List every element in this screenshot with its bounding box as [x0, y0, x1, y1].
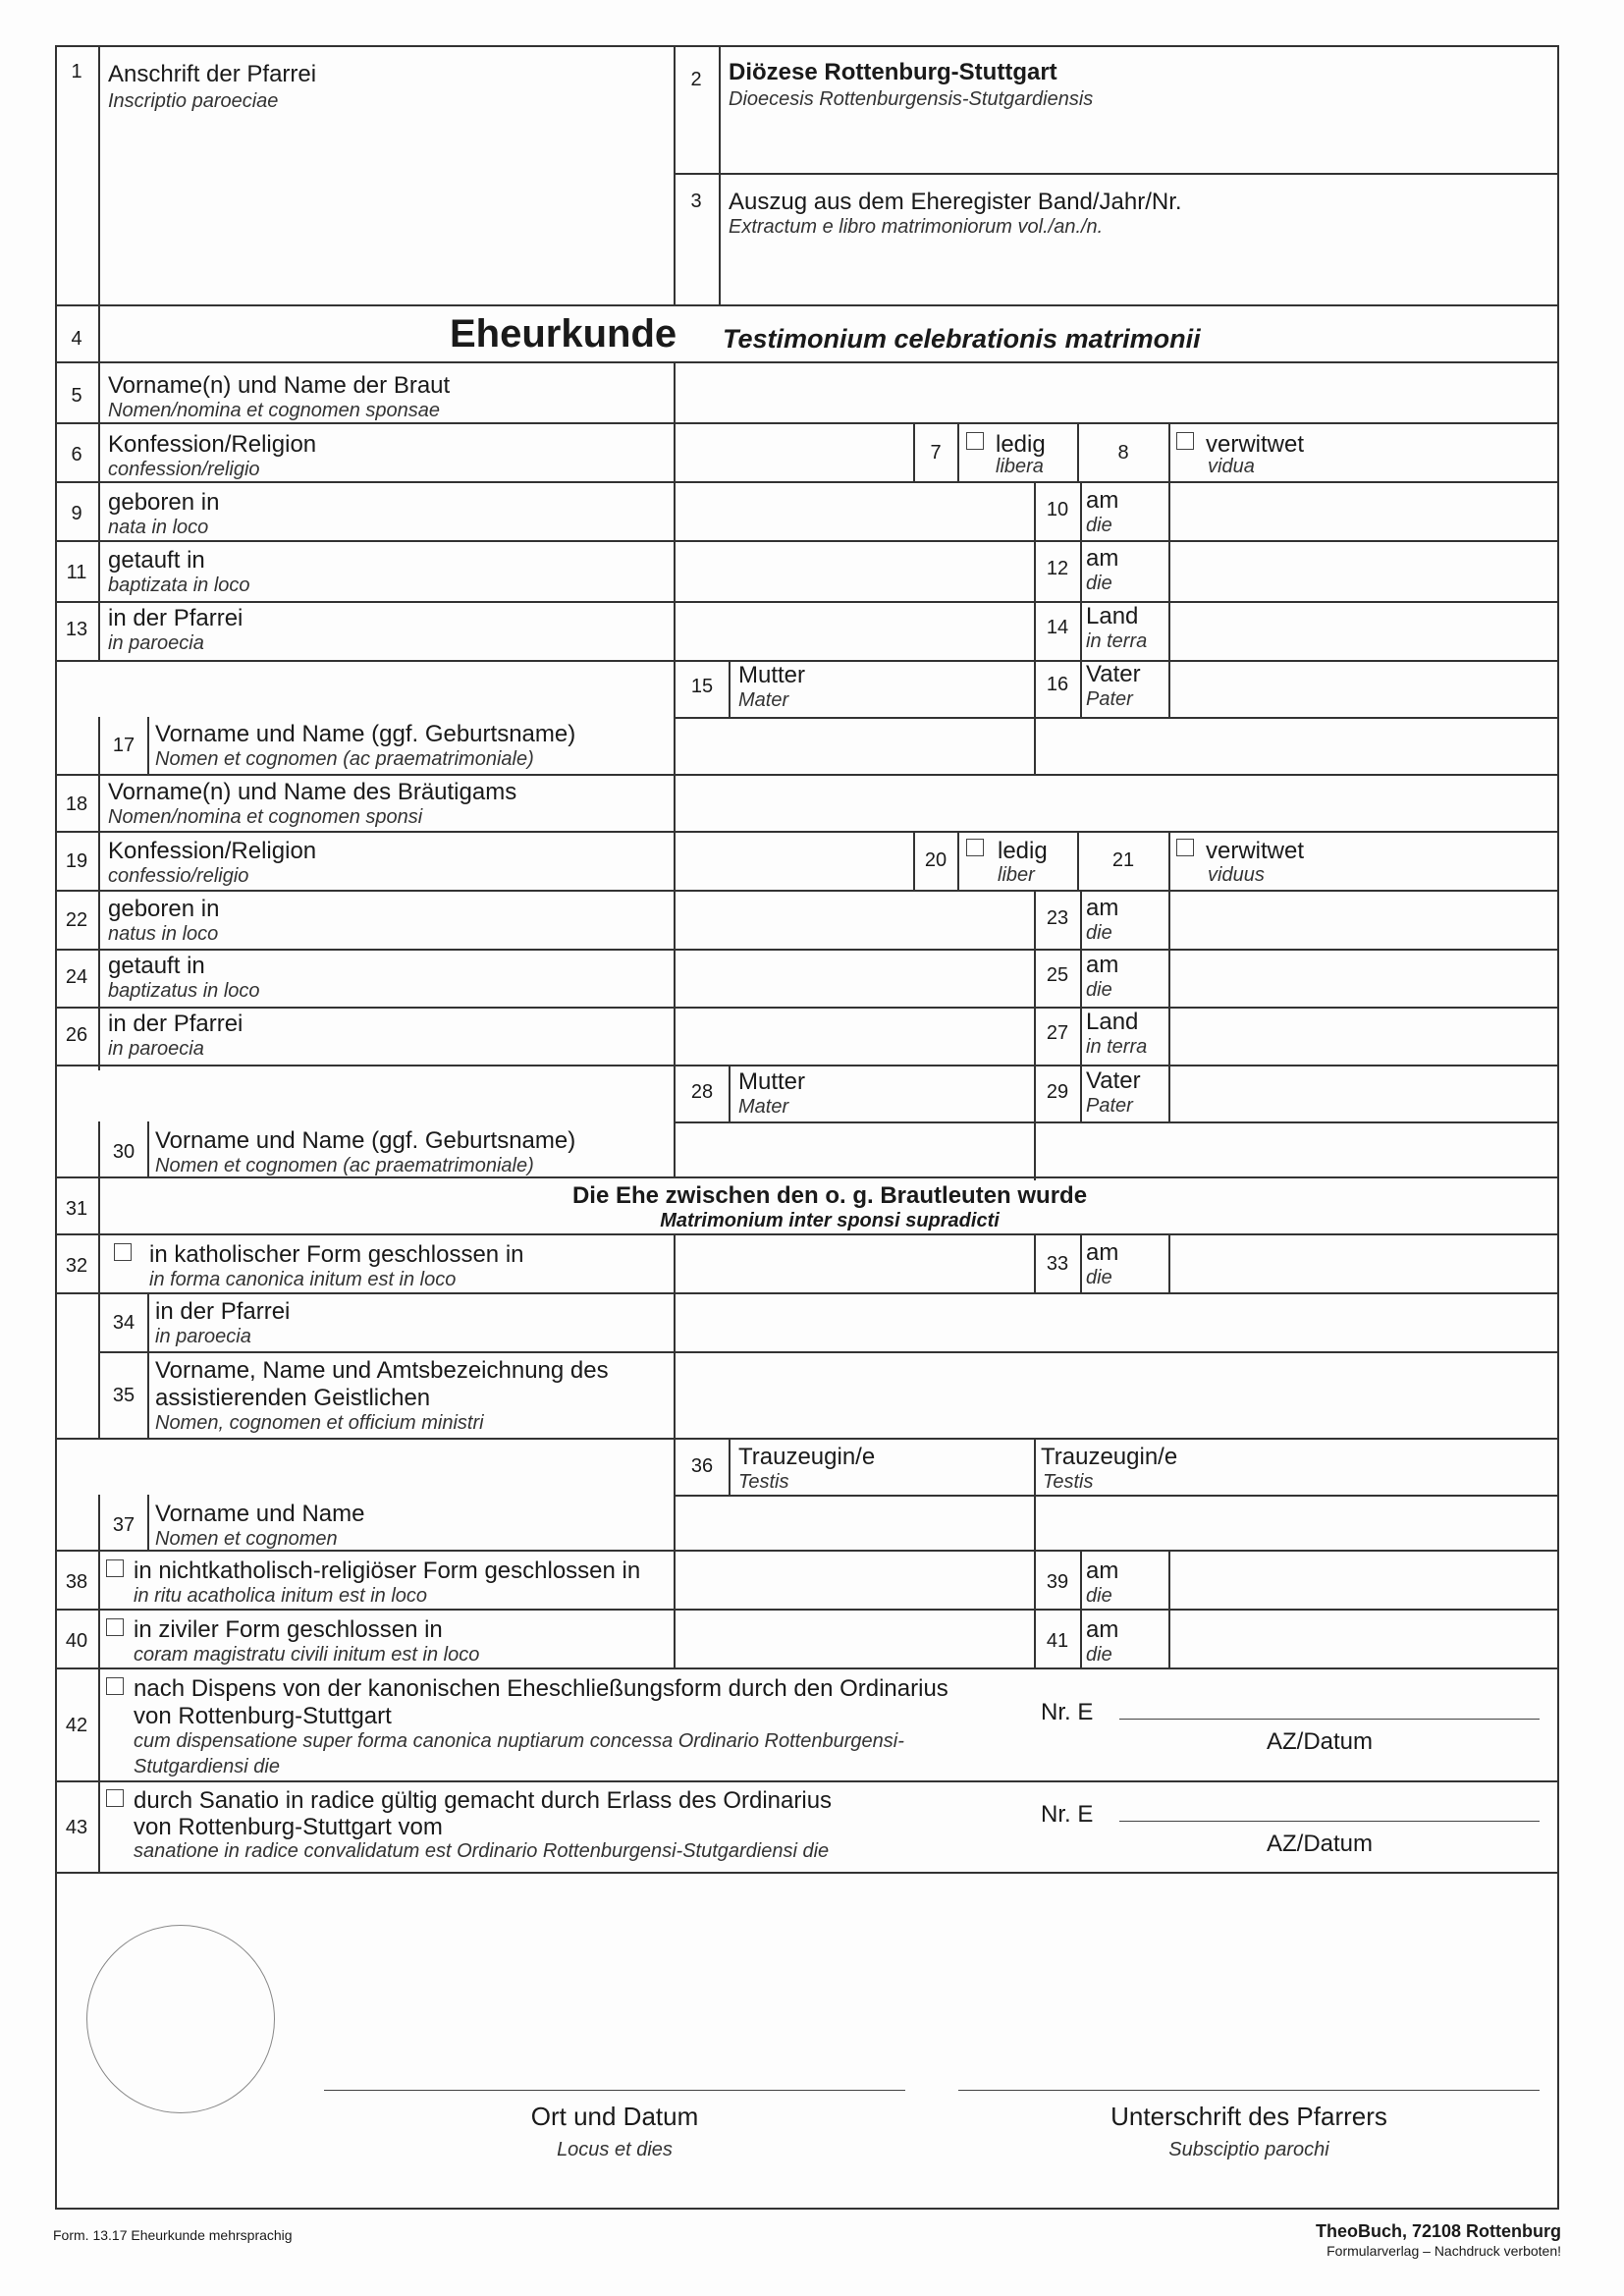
marriage-section-heading: Die Ehe zwischen den o. g. Brautleuten wurde [571, 1182, 1088, 1209]
catholic-form-date-input[interactable] [1172, 1235, 1557, 1290]
groom-widowed-label-latin: viduus [1208, 864, 1265, 886]
field-number-26: 26 [65, 1024, 88, 1046]
groom-baptism-place-label: getauft in [108, 953, 205, 979]
civil-form-date-input[interactable] [1172, 1611, 1557, 1666]
bride-parents-name-label: Vorname und Name (ggf. Geburtsname) [155, 721, 576, 747]
groom-country-input[interactable] [1172, 1009, 1557, 1063]
bride-baptism-date-input[interactable] [1172, 542, 1557, 599]
groom-religion-input[interactable] [677, 833, 911, 888]
form-number: Form. 13.17 Eheurkunde mehrsprachig [53, 2227, 293, 2243]
field-number-23: 23 [1046, 907, 1069, 929]
groom-birthdate-input[interactable] [1172, 892, 1557, 947]
diocese-name-latin: Dioecesis Rottenburgensis-Stutgardiensis [729, 88, 1094, 110]
groom-mother-label-latin: Mater [738, 1096, 789, 1118]
sanatio-label-line1: durch Sanatio in radice gültig gemacht durch Erlass des Ordinarius [134, 1787, 833, 1814]
groom-baptism-place-label-latin: baptizatus in loco [108, 980, 260, 1002]
field-number-3: 3 [690, 191, 702, 212]
bride-mother-name-input[interactable] [677, 719, 1032, 772]
non-catholic-form-place-input[interactable] [677, 1552, 1032, 1607]
bride-single-label: ledig [996, 431, 1046, 458]
dispensation-label-line1: nach Dispens von der kanonischen Eheschließungsform durch den Ordinarius [134, 1675, 948, 1702]
witness-2-label: Trauzeugin/e [1041, 1444, 1178, 1470]
bride-country-input[interactable] [1172, 603, 1557, 658]
officiant-label-line2: assistierenden Geistlichen [155, 1385, 431, 1411]
witness-2-name-input[interactable] [1036, 1497, 1557, 1548]
civil-form-date-label-latin: die [1086, 1644, 1112, 1666]
sanatio-label-line2: von Rottenburg-Stuttgart vom [134, 1814, 443, 1840]
groom-baptism-date-label: am [1086, 952, 1119, 978]
groom-parish-input[interactable] [677, 1009, 1032, 1063]
field-number-21: 21 [1111, 849, 1135, 871]
field-number-8: 8 [1117, 442, 1129, 464]
bride-father-input[interactable] [1172, 662, 1557, 715]
bride-religion-label-latin: confession/religio [108, 459, 260, 480]
field-number-34: 34 [112, 1312, 135, 1334]
bride-country-label: Land [1086, 603, 1139, 629]
field-number-31: 31 [65, 1198, 88, 1220]
signature-label-latin: Subsciptio parochi [1168, 2139, 1329, 2160]
catholic-form-date-label: am [1086, 1239, 1119, 1266]
officiant-label-line1: Vorname, Name und Amtsbezeichnung des [155, 1357, 609, 1384]
witness-name-label-latin: Nomen et cognomen [155, 1528, 338, 1550]
witness-1-label-latin: Testis [738, 1471, 789, 1493]
groom-single-checkbox[interactable] [966, 839, 984, 856]
civil-form-date-label: am [1086, 1616, 1119, 1643]
civil-form-label-latin: coram magistratu civili initum est in loco [134, 1644, 480, 1666]
field-number-7: 7 [930, 442, 942, 464]
bride-religion-input[interactable] [677, 424, 911, 479]
bride-name-label-latin: Nomen/nomina et cognomen sponsae [108, 400, 440, 421]
bride-parish-input[interactable] [677, 603, 1032, 658]
bride-birthdate-label-latin: die [1086, 515, 1112, 536]
witness-1-name-input[interactable] [677, 1497, 1032, 1548]
field-number-43: 43 [65, 1817, 88, 1838]
civil-form-checkbox[interactable] [106, 1618, 124, 1636]
groom-baptism-date-input[interactable] [1172, 951, 1557, 1005]
field-number-27: 27 [1046, 1022, 1069, 1044]
field-number-20: 20 [924, 849, 947, 871]
field-number-29: 29 [1046, 1081, 1069, 1103]
field-number-2: 2 [690, 69, 702, 90]
groom-religion-label: Konfession/Religion [108, 838, 317, 864]
groom-widowed-label: verwitwet [1206, 838, 1305, 864]
catholic-form-place-input[interactable] [677, 1235, 1032, 1290]
groom-birthplace-label: geboren in [108, 896, 220, 922]
dispensation-number-line[interactable] [1119, 1719, 1540, 1720]
field-number-17: 17 [112, 735, 135, 756]
field-number-24: 24 [65, 966, 88, 988]
field-number-37: 37 [112, 1514, 135, 1536]
bride-parents-name-label-latin: Nomen et cognomen (ac praematrimoniale) [155, 748, 534, 770]
register-extract-label-latin: Extractum e libro matrimoniorum vol./an./n. [729, 216, 1104, 238]
non-catholic-form-date-label-latin: die [1086, 1585, 1112, 1607]
parish-address-label-latin: Inscriptio paroeciae [108, 90, 279, 112]
witness-1-label: Trauzeugin/e [738, 1444, 876, 1470]
witness-name-label: Vorname und Name [155, 1501, 365, 1527]
bride-widowed-label: verwitwet [1206, 431, 1305, 458]
bride-widowed-label-latin: vidua [1208, 456, 1255, 477]
groom-birthplace-label-latin: natus in loco [108, 923, 219, 945]
non-catholic-form-date-input[interactable] [1172, 1552, 1557, 1607]
groom-single-label: ledig [998, 838, 1048, 864]
field-number-40: 40 [65, 1630, 88, 1652]
field-number-42: 42 [65, 1715, 88, 1736]
bride-single-label-latin: libera [996, 456, 1044, 477]
officiant-input[interactable] [677, 1353, 1557, 1436]
bride-mother-label: Mutter [738, 662, 806, 688]
non-catholic-form-checkbox[interactable] [106, 1559, 124, 1577]
bride-father-label: Vater [1086, 661, 1141, 687]
groom-baptism-place-input[interactable] [677, 951, 1032, 1005]
field-number-22: 22 [65, 909, 88, 931]
bride-mother-label-latin: Mater [738, 689, 789, 711]
groom-country-label: Land [1086, 1009, 1139, 1035]
bride-widowed-checkbox[interactable] [1176, 432, 1194, 450]
field-number-39: 39 [1046, 1571, 1069, 1593]
non-catholic-form-date-label: am [1086, 1558, 1119, 1584]
bride-father-name-input[interactable] [1036, 719, 1557, 772]
bride-name-label: Vorname(n) und Name der Braut [108, 372, 451, 399]
groom-single-label-latin: liber [998, 864, 1035, 886]
sanatio-checkbox[interactable] [106, 1789, 124, 1807]
sanatio-az-label: AZ/Datum [1267, 1831, 1374, 1857]
sanatio-number-line[interactable] [1119, 1821, 1540, 1822]
marriage-parish-label: in der Pfarrei [155, 1298, 291, 1325]
bride-country-label-latin: in terra [1086, 630, 1148, 652]
field-number-14: 14 [1046, 617, 1069, 638]
field-number-38: 38 [65, 1571, 88, 1593]
field-number-5: 5 [71, 385, 82, 407]
signature-line[interactable] [958, 2090, 1540, 2091]
place-date-label: Ort und Datum [530, 2102, 699, 2131]
field-number-13: 13 [65, 619, 88, 640]
sanatio-number-label: Nr. E [1041, 1801, 1094, 1828]
groom-mother-name-input[interactable] [677, 1123, 1032, 1175]
bride-baptism-place-label-latin: baptizata in loco [108, 574, 250, 596]
document-title: Eheurkunde [450, 312, 677, 355]
field-number-16: 16 [1046, 674, 1069, 695]
signature-label: Unterschrift des Pfarrers [1110, 2102, 1387, 2131]
catholic-form-label: in katholischer Form geschlossen in [149, 1241, 524, 1268]
catholic-form-date-label-latin: die [1086, 1267, 1112, 1288]
bride-baptism-place-label: getauft in [108, 547, 205, 574]
bride-baptism-date-label-latin: die [1086, 573, 1112, 594]
civil-form-place-input[interactable] [677, 1611, 1032, 1666]
field-number-6: 6 [71, 444, 82, 465]
groom-birthdate-label-latin: die [1086, 922, 1112, 944]
bride-birthdate-label: am [1086, 487, 1119, 514]
field-number-18: 18 [65, 793, 88, 815]
marriage-section-heading-latin: Matrimonium inter sponsi supradicti [660, 1210, 1000, 1231]
bride-single-checkbox[interactable] [966, 432, 984, 450]
field-number-33: 33 [1046, 1253, 1069, 1275]
groom-parish-label: in der Pfarrei [108, 1011, 244, 1037]
field-number-15: 15 [690, 676, 714, 697]
witness-2-label-latin: Testis [1043, 1471, 1094, 1493]
bride-birthdate-input[interactable] [1172, 483, 1557, 538]
field-number-36: 36 [690, 1455, 714, 1477]
field-number-12: 12 [1046, 558, 1069, 579]
field-number-10: 10 [1046, 499, 1069, 520]
bride-parish-label: in der Pfarrei [108, 605, 244, 631]
catholic-form-checkbox[interactable] [114, 1243, 132, 1261]
publisher-name: TheoBuch, 72108 Rottenburg [1315, 2221, 1561, 2241]
bride-birthplace-label-latin: nata in loco [108, 517, 209, 538]
parish-address-label: Anschrift der Pfarrei [108, 61, 317, 87]
groom-birthdate-label: am [1086, 895, 1119, 921]
field-number-30: 30 [112, 1141, 135, 1163]
groom-parish-label-latin: in paroecia [108, 1038, 204, 1060]
register-extract-label: Auszug aus dem Eheregister Band/Jahr/Nr. [729, 189, 1182, 215]
bride-birthplace-label: geboren in [108, 489, 220, 516]
groom-religion-label-latin: confessio/religio [108, 865, 249, 887]
place-date-label-latin: Locus et dies [557, 2139, 673, 2160]
groom-father-label-latin: Pater [1086, 1095, 1133, 1117]
groom-mother-label: Mutter [738, 1068, 806, 1095]
field-number-11: 11 [66, 562, 87, 583]
bride-religion-label: Konfession/Religion [108, 431, 317, 458]
place-date-line[interactable] [324, 2090, 905, 2091]
bride-name-input[interactable] [677, 363, 1557, 420]
groom-father-label: Vater [1086, 1067, 1141, 1094]
document-title-latin: Testimonium celebrationis matrimonii [723, 324, 1201, 354]
groom-birthplace-input[interactable] [677, 892, 1032, 947]
sanatio-label-latin: sanatione in radice convalidatum est Ordinario Rottenburgensi-Stutgardiensi die [134, 1840, 830, 1862]
groom-father-name-input[interactable] [1036, 1123, 1557, 1175]
dispensation-az-label: AZ/Datum [1267, 1728, 1374, 1755]
groom-parents-name-label-latin: Nomen et cognomen (ac praematrimoniale) [155, 1155, 534, 1176]
field-number-4: 4 [71, 328, 82, 350]
dispensation-label-latin-line1: cum dispensatione super forma canonica nuptiarum concessa Ordinario Rottenburgensi- [134, 1730, 904, 1752]
groom-widowed-checkbox[interactable] [1176, 839, 1194, 856]
bride-parish-label-latin: in paroecia [108, 632, 204, 654]
field-number-1: 1 [71, 61, 82, 82]
field-number-28: 28 [690, 1081, 714, 1103]
marriage-parish-label-latin: in paroecia [155, 1326, 251, 1347]
groom-name-label-latin: Nomen/nomina et cognomen sponsi [108, 806, 423, 828]
diocese-name: Diözese Rottenburg-Stuttgart [729, 59, 1057, 85]
dispensation-number-label: Nr. E [1041, 1699, 1094, 1725]
field-number-19: 19 [65, 850, 88, 872]
field-number-25: 25 [1046, 964, 1069, 986]
groom-name-input[interactable] [677, 776, 1557, 829]
bride-father-label-latin: Pater [1086, 688, 1133, 710]
groom-country-label-latin: in terra [1086, 1036, 1148, 1058]
groom-father-input[interactable] [1172, 1066, 1557, 1120]
bride-birthplace-input[interactable] [677, 483, 1032, 538]
officiant-label-latin: Nomen, cognomen et officium ministri [155, 1412, 484, 1434]
dispensation-checkbox[interactable] [106, 1677, 124, 1695]
civil-form-label: in ziviler Form geschlossen in [134, 1616, 443, 1643]
groom-name-label: Vorname(n) und Name des Bräutigams [108, 779, 517, 805]
publisher-notice: Formularverlag – Nachdruck verboten! [1326, 2243, 1561, 2259]
marriage-parish-input[interactable] [677, 1294, 1557, 1349]
bride-baptism-date-label: am [1086, 545, 1119, 572]
seal-circle [86, 1925, 275, 2113]
non-catholic-form-label: in nichtkatholisch-religiöser Form geschlossen in [134, 1558, 641, 1584]
field-number-35: 35 [112, 1385, 135, 1406]
dispensation-label-latin-line2: Stutgardiensi die [134, 1756, 280, 1777]
field-number-32: 32 [65, 1255, 88, 1277]
catholic-form-label-latin: in forma canonica initum est in loco [149, 1269, 457, 1290]
groom-baptism-date-label-latin: die [1086, 979, 1112, 1001]
field-number-41: 41 [1046, 1630, 1069, 1652]
non-catholic-form-label-latin: in ritu acatholica initum est in loco [134, 1585, 428, 1607]
bride-baptism-place-input[interactable] [677, 542, 1032, 599]
field-number-9: 9 [71, 503, 82, 524]
dispensation-label-line2: von Rottenburg-Stuttgart [134, 1703, 392, 1729]
groom-parents-name-label: Vorname und Name (ggf. Geburtsname) [155, 1127, 576, 1154]
